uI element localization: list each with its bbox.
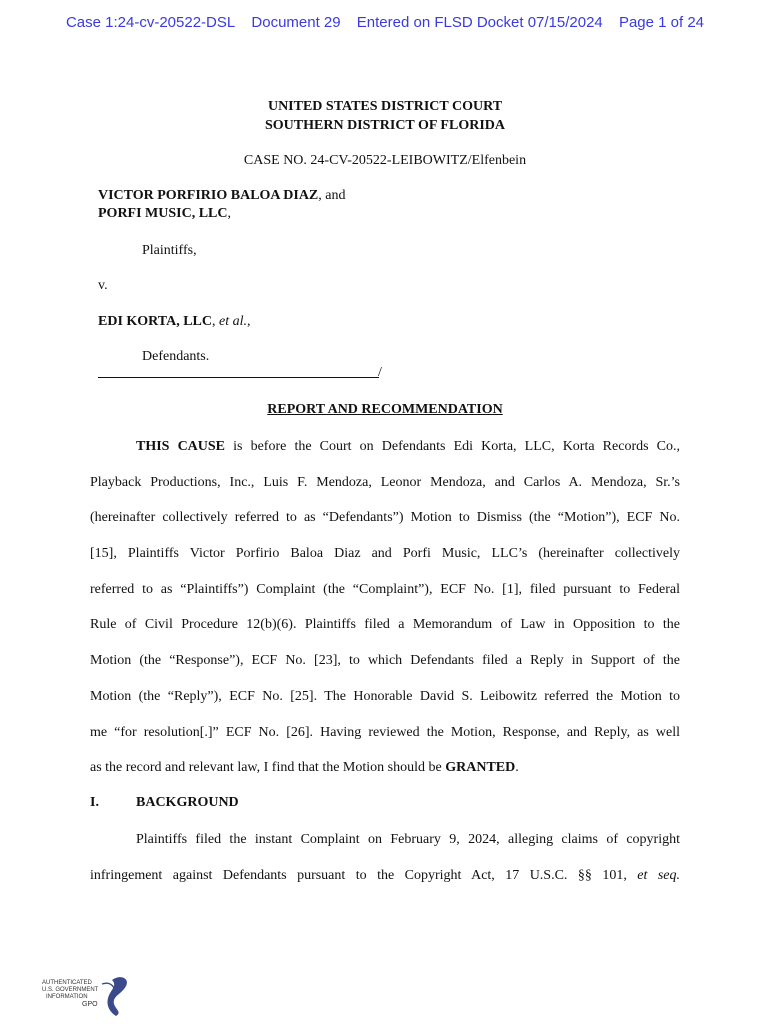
- header-page-number: Page 1 of 24: [618, 14, 705, 31]
- court-name-line2: SOUTHERN DISTRICT OF FLORIDA: [265, 118, 505, 133]
- plaintiff-1-name: VICTOR PORFIRIO BALOA DIAZ: [98, 188, 319, 203]
- plaintiff-1: [98, 188, 346, 204]
- caption-rule: [98, 377, 379, 378]
- court-name-line1: UNITED STATES DISTRICT COURT: [267, 99, 503, 114]
- p1-line3: (hereinafter collectively referred to as “Defendants”) Motion to Dismiss (the “Motion”), ECF No.: [90, 510, 680, 526]
- docket-header: [0, 14, 770, 31]
- defendant-etal: et al.: [219, 314, 247, 329]
- p2-line2-italic: et seq.: [637, 867, 680, 883]
- plaintiff-2-suffix: ,: [227, 206, 232, 221]
- seal-text-2: U.S. GOVERNMENT: [42, 987, 99, 993]
- seal-text-1: AUTHENTICATED: [42, 980, 92, 986]
- p1-line7: Motion (the “Response”), ECF No. [23], to which Defendants filed a Reply in Support of the: [90, 653, 680, 669]
- plaintiffs-label: Plaintiffs,: [142, 243, 197, 258]
- plaintiff-1-suffix: , and: [318, 188, 346, 203]
- paragraph-1: [90, 429, 680, 786]
- plaintiff-2-name: PORFI MUSIC, LLC: [98, 206, 228, 221]
- header-document-number: Document 29: [251, 14, 341, 31]
- caption-rule-slash: /: [378, 365, 382, 380]
- case-number: CASE NO. 24-CV-20522-LEIBOWITZ/Elfenbein: [243, 153, 527, 168]
- p1-line2: Playback Productions, Inc., Luis F. Mendoza, Leonor Mendoza, and Carlos A. Mendoza, Sr.’s: [90, 474, 680, 490]
- p1-line10: [90, 750, 680, 786]
- defendant-name: EDI KORTA, LLC: [98, 314, 212, 329]
- versus: v.: [98, 278, 108, 293]
- p1-line10-end: .: [515, 760, 519, 776]
- p2-line1: Plaintiffs filed the instant Complaint on February 9, 2024, alleging claims of copyright: [136, 832, 680, 847]
- report-title-text: REPORT AND RECOMMENDATION: [267, 402, 503, 417]
- defendant: [98, 314, 251, 330]
- p2-line2: [90, 858, 680, 894]
- header-entered: Entered on FLSD Docket 07/15/2024: [356, 14, 603, 31]
- p1-line1-rest: is before the Court on Defendants Edi Korta, LLC, Korta Records Co.,: [225, 439, 680, 454]
- defendant-suffix: ,: [247, 314, 251, 329]
- defendant-sep: ,: [212, 314, 219, 329]
- p1-line1: [90, 429, 680, 465]
- p1-line6: Rule of Civil Procedure 12(b)(6). Plaintiffs filed a Memorandum of Law in Opposition to the: [90, 617, 680, 633]
- p2-line2-start: infringement against Defendants pursuant to the Copyright Act, 17 U.S.C. §§ 101,: [90, 867, 638, 883]
- defendants-label: Defendants.: [142, 349, 210, 364]
- gpo-eagle-icon: [42, 972, 132, 1018]
- header-case-number: Case 1:24-cv-20522-DSL: [65, 14, 236, 31]
- paragraph-2: [90, 822, 680, 893]
- p1-line5: referred to as “Plaintiffs”) Complaint (the “Complaint”), ECF No. [1], filed pursuant to Federal: [90, 581, 680, 597]
- seal-text-3: INFORMATION: [46, 994, 88, 1000]
- p1-line8: Motion (the “Reply”), ECF No. [25]. The Honorable David S. Leibowitz referred the Motion to: [90, 688, 680, 704]
- gpo-authentication-seal: [42, 972, 132, 1018]
- section-heading: BACKGROUND: [136, 795, 239, 810]
- report-title: [0, 402, 770, 418]
- plaintiff-2: [98, 206, 231, 222]
- p1-lead: THIS CAUSE: [136, 439, 226, 454]
- seal-text-4: GPO: [82, 1001, 98, 1008]
- p1-line9: me “for resolution[.]” ECF No. [26]. Having reviewed the Motion, Response, and Reply, as well: [90, 724, 680, 740]
- p1-line4: [15], Plaintiffs Victor Porfirio Baloa Diaz and Porfi Music, LLC’s (hereinafter collectively: [90, 546, 680, 562]
- p1-granted: GRANTED: [445, 760, 516, 776]
- p1-line10-start: as the record and relevant law, I find that the Motion should be: [90, 760, 446, 776]
- section-number: I.: [90, 795, 99, 810]
